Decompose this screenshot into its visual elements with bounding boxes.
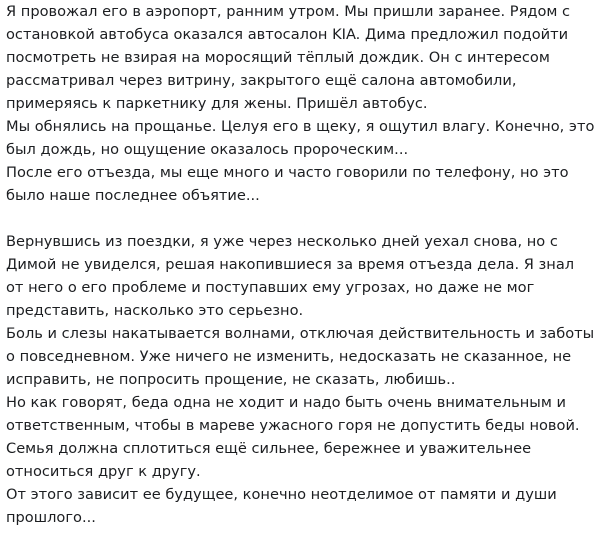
text-line: Вернувшись из поездки, я уже через несколько дней уехал снова, но с — [6, 233, 558, 250]
paragraph-gap — [6, 207, 596, 230]
text-line: ответственным, чтобы в мареве ужасного горя не допустить беды новой. — [6, 417, 580, 434]
text-line: было наше последнее объятие... — [6, 187, 260, 204]
text-line: исправить, не попросить прощение, не сказать, любишь.. — [6, 371, 456, 388]
text-line: был дождь, но ощущение оказалось пророческим... — [6, 141, 409, 158]
paragraph-2 — [6, 230, 596, 529]
text-line: примеряясь к паркетнику для жены. Пришёл автобус. — [6, 95, 428, 112]
text-line: посмотреть не взирая на моросящий тёплый дождик. Он с интересом — [6, 49, 550, 66]
text-line: о повседневном. Уже ничего не изменить, недосказать не сказанное, не — [6, 348, 572, 365]
text-line: прошлого... — [6, 509, 96, 526]
text-line: от него о его проблеме и поступавших ему угрозах, но даже не мог — [6, 279, 535, 296]
text-line: рассматривал через витрину, закрытого ещё салона автомобили, — [6, 72, 517, 89]
text-line: представить, насколько это серьезно. — [6, 302, 304, 319]
text-line: После его отъезда, мы еще много и часто говорили по телефону, но это — [6, 164, 569, 181]
text-line: Но как говорят, беда одна не ходит и надо быть очень внимательным и — [6, 394, 566, 411]
text-line: остановкой автобуса оказался автосалон KIA. Дима предложил подойти — [6, 26, 569, 43]
text-line: Димой не увиделся, решая накопившиеся за время отъезда дела. Я знал — [6, 256, 575, 273]
text-line: От этого зависит ее будущее, конечно неотделимое от памяти и души — [6, 486, 557, 503]
text-line: Боль и слезы накатывается волнами, отключая действительность и заботы — [6, 325, 595, 342]
text-line: Семья должна сплотиться ещё сильнее, бережнее и уважительнее — [6, 440, 532, 457]
post-text — [6, 0, 596, 529]
text-line: относиться друг к другу. — [6, 463, 201, 480]
text-line: Я провожал его в аэропорт, ранним утром. Мы пришли заранее. Рядом с — [6, 3, 571, 20]
paragraph-1 — [6, 0, 596, 207]
text-line: Мы обнялись на прощанье. Целуя его в щеку, я ощутил влагу. Конечно, это — [6, 118, 595, 135]
